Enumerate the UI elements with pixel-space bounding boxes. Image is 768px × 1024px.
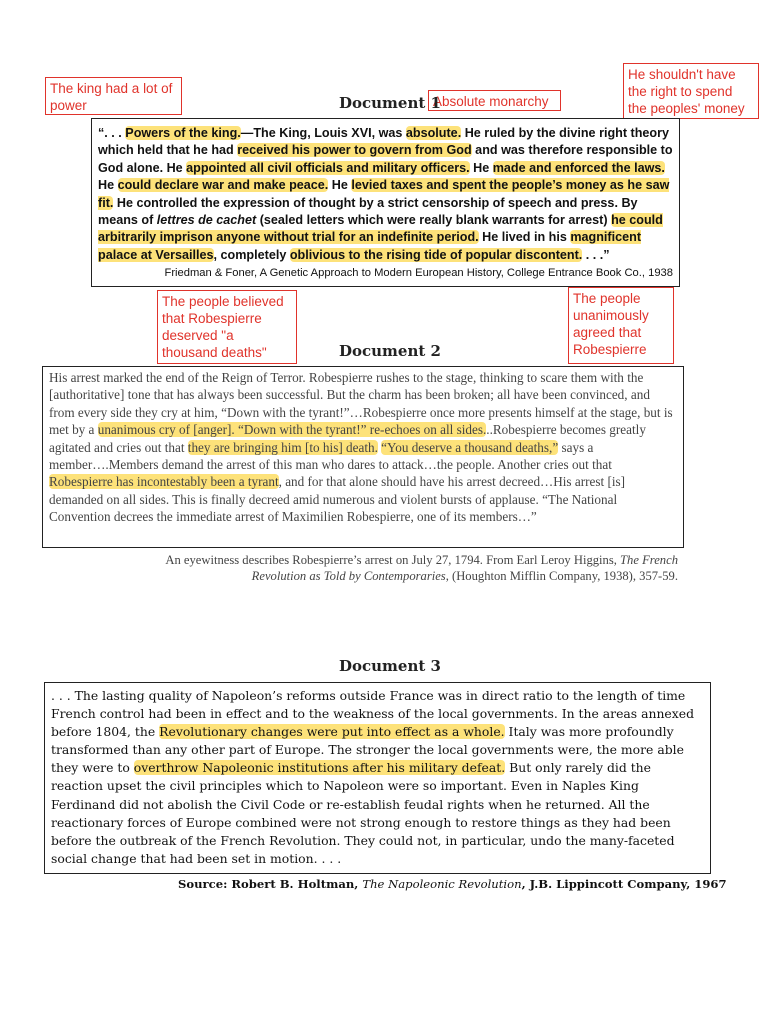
doc1-source: Friedman & Foner, A Genetic Approach to Modern European History, College Entrance Book Co., 1938 xyxy=(164,267,673,280)
doc2-source: An eyewitness describes Robespierre’s arrest on July 27, 1794. From Earl Leroy Higgins, The French Revolution as Told by Contemporaries, (Houghton Mifflin Company, 1938), 357-59. xyxy=(165,553,678,583)
annotation-unanimous: The people unanimously agreed that Robespierre xyxy=(568,287,674,364)
highlight: absolute. xyxy=(405,126,462,140)
doc1-text: “. . . Powers of the king.—The King, Louis XVI, was absolute. He ruled by the divine right theory which held that he had received his power to govern from God and was therefore responsible to God alone. He appointed all civil officials and military officers. He made and enforced the laws. He could declare war and make peace. He levied taxes and spent the people’s money as he saw fit. He controlled the expression of thought by a strict censorship of speech and press. By means of lettres de cachet (sealed letters which were really blank warrants for arrest) he could arbitrarily imprison anyone without trial for an indefinite period. He lived in his magnificent palace at Versailles, completely oblivious to the rising tide of popular discontent. . . .” xyxy=(98,126,673,262)
highlight: Revolutionary changes were put into effect as a whole. xyxy=(159,724,505,740)
doc2-box xyxy=(42,366,684,548)
highlight: “You deserve a thousand deaths,” xyxy=(381,439,559,455)
doc2-title: Document 2 xyxy=(339,342,441,360)
highlight: Robespierre has incontestably been a tyrant xyxy=(49,474,279,490)
highlight: they are bringing him [to his] death. xyxy=(187,439,378,455)
highlight: could declare war and make peace. xyxy=(117,178,329,193)
highlight: unanimous cry of [anger]. “Down with the tyrant!” re-echoes on all sides. xyxy=(97,422,487,438)
doc1-title: Document 1 xyxy=(339,94,441,112)
highlight: magnificent palace at Versailles xyxy=(98,230,642,262)
doc1-box xyxy=(91,118,680,287)
doc3-box xyxy=(44,682,711,874)
doc3-source: Source: Robert B. Holtman, The Napoleonic Revolution, J.B. Lippincott Company, 1967 xyxy=(178,877,727,891)
highlight: Powers of the king. xyxy=(125,126,241,140)
highlight: he could arbitrarily imprison anyone without trial for an indefinite period. xyxy=(98,213,663,245)
highlight: levied taxes and spent the people’s money as he saw fit. xyxy=(98,178,670,210)
annotation-absolute-monarchy: Absolute monarchy xyxy=(428,90,561,111)
highlight: received his power to govern from God xyxy=(237,143,472,158)
highlight: overthrow Napoleonic institutions after his military defeat. xyxy=(133,760,506,776)
annotation-spend-money: He shouldn't have the right to spend the peoples' money xyxy=(623,63,759,119)
annotation-thousand-deaths: The people believed that Robespierre deserved "a thousand deaths" xyxy=(157,290,297,364)
highlight: appointed all civil officials and military officers. xyxy=(186,160,470,175)
annotation-king-power: The king had a lot of power xyxy=(45,77,182,115)
highlight: made and enforced the laws. xyxy=(492,160,665,175)
highlight: oblivious to the rising tide of popular discontent. xyxy=(289,247,583,262)
doc3-text: . . . The lasting quality of Napoleon’s reforms outside France was in direct ratio to the length of time French control had been in effect and to the weakness of the local governments. In the areas annexed before 1804, the Revolutionary changes were put into effect as a whole. Italy was more profoundly transformed than any other part of Europe. The stronger the local governments were, the more able they were to overthrow Napoleonic institutions after his military defeat. But only rarely did the reaction upset the civil principles which to Napoleon were so important. Even in Naples King Ferdinand did not abolish the Civil Code or re-establish feudal rights when he returned. All the reactionary forces of Europe combined were not strong enough to restore things as they had been before the outbreak of the French Revolution. They could not, in particular, undo the many-faceted social change that had been set in motion. . . . xyxy=(51,688,695,866)
doc2-text: His arrest marked the end of the Reign of Terror. Robespierre rushes to the stage, thinking to scare them with the [authoritative] tone that has always been successful. But the charm has been broken; all have been convinced, and from every side they cry at him, “Down with the tyrant!”…Robespierre once more presents himself at the stage, but is met by a unanimous cry of [anger]. “Down with the tyrant!” re-echoes on all sides...Robespierre becomes greatly agitated and cries out that they are bringing him [to his] death. “You deserve a thousand deaths,” says a member….Members demand the arrest of this man who dares to attack…the people. Another cries out that Robespierre has incontestably been a tyrant, and for that alone should have his arrest decreed…His arrest [is] demanded on all sides. This is finally decreed amid numerous and violent bursts of applause. “The National Convention decrees the immediate arrest of Maximilien Robespierre, one of its members…” xyxy=(49,370,673,525)
doc3-title: Document 3 xyxy=(339,657,441,675)
